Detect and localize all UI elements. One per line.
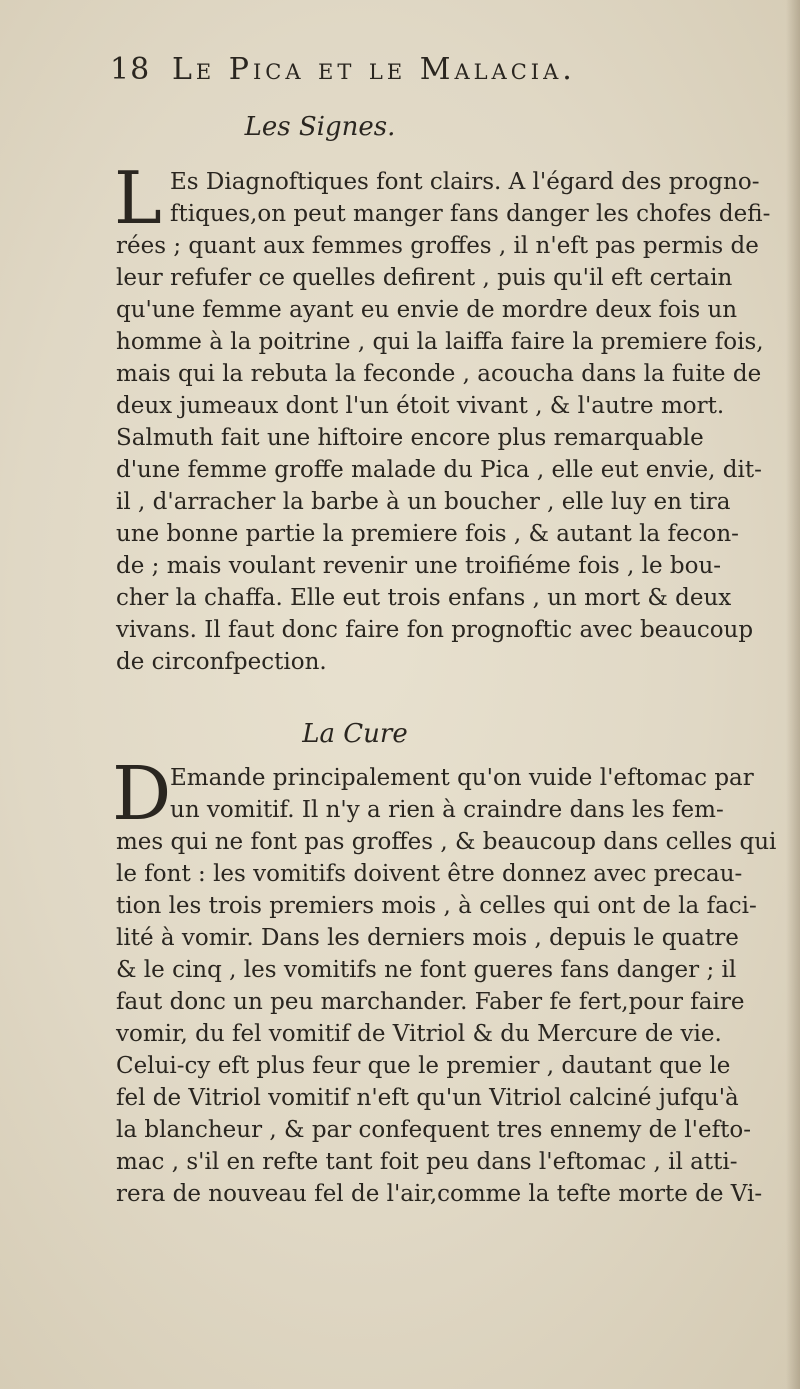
text-line: une bonne partie la premiere fois , & autant la fecon- xyxy=(116,521,739,547)
text-line: ftiques,on peut manger fans danger les chofes defi- xyxy=(170,201,771,227)
text-line: fel de Vitriol vomitif n'eft qu'un Vitriol calciné jufqu'à xyxy=(116,1085,739,1111)
text-line: deux jumeaux dont l'un étoit vivant , & l'autre mort. xyxy=(116,393,725,419)
drop-cap-d: D xyxy=(112,751,172,837)
running-title: Le Pica et le Malacia. xyxy=(172,52,576,87)
text-line: homme à la poitrine , qui la laiffa faire la premiere fois, xyxy=(116,329,764,355)
text-line: leur refufer ce quelles defirent , puis qu'il eft certain xyxy=(116,265,733,291)
text-line: Es Diagnoftiques font clairs. A l'égard des progno- xyxy=(170,169,760,195)
text-line: qu'une femme ayant eu envie de mordre deux fois un xyxy=(116,297,738,323)
text-line: le font : les vomitifs doivent être donnez avec precau- xyxy=(116,861,743,887)
text-line: Celui-cy eft plus feur que le premier , dautant que le xyxy=(116,1053,731,1079)
text-line: la blancheur , & par confequent tres ennemy de l'efto- xyxy=(116,1117,751,1143)
page-number: 18 xyxy=(110,52,151,87)
text-line: mac , s'il en refte tant foit peu dans l'eftomac , il atti- xyxy=(116,1149,738,1175)
text-line: cher la chaffa. Elle eut trois enfans , un mort & deux xyxy=(116,585,732,611)
text-line: & le cinq , les vomitifs ne font gueres fans danger ; il xyxy=(116,957,737,983)
text-line: de ; mais voulant revenir une troifiéme fois , le bou- xyxy=(116,553,722,579)
text-line: de circonfpection. xyxy=(116,649,327,675)
text-line: il , d'arracher la barbe à un boucher , elle luy en tira xyxy=(116,489,731,515)
text-line: tion les trois premiers mois , à celles qui ont de la faci- xyxy=(116,893,757,919)
text-line: vivans. Il faut donc faire fon prognoftic avec beaucoup xyxy=(116,617,754,643)
text-line: Emande principalement qu'on vuide l'eftomac par xyxy=(170,765,754,791)
page-edge-shadow xyxy=(786,0,800,1389)
section-title-cure: La Cure xyxy=(302,719,408,749)
text-line: mais qui la rebuta la feconde , acoucha dans la fuite de xyxy=(116,361,762,387)
section-title-signes: Les Signes. xyxy=(244,112,396,142)
text-line: Salmuth fait une hiftoire encore plus remarquable xyxy=(116,425,704,451)
text-line: un vomitif. Il n'y a rien à craindre dans les fem- xyxy=(170,797,724,823)
running-head xyxy=(110,52,710,96)
drop-cap-l: L xyxy=(114,156,162,240)
text-line: lité à vomir. Dans les derniers mois , depuis le quatre xyxy=(116,925,739,951)
text-line: d'une femme groffe malade du Pica , elle eut envie, dit- xyxy=(116,457,762,483)
text-line: vomir, du fel vomitif de Vitriol & du Mercure de vie. xyxy=(116,1021,722,1047)
text-line: rées ; quant aux femmes groffes , il n'eft pas permis de xyxy=(116,233,759,259)
text-line: rera de nouveau fel de l'air,comme la tefte morte de Vi- xyxy=(116,1181,763,1207)
text-line: faut donc un peu marchander. Faber fe fert,pour faire xyxy=(116,989,745,1015)
text-line: mes qui ne font pas groffes , & beaucoup dans celles qui xyxy=(116,829,777,855)
